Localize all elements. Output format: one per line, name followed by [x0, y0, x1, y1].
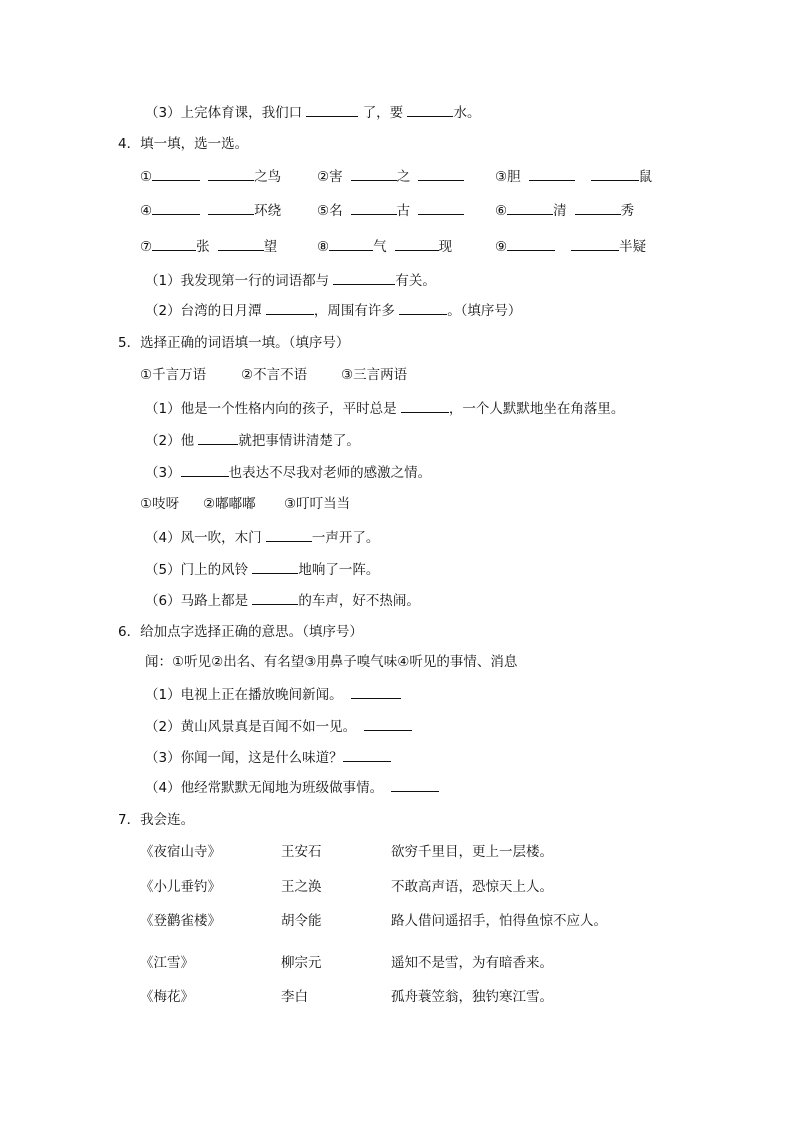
poem-author[interactable]: 胡令能 — [281, 913, 322, 929]
answer-blank[interactable] — [152, 200, 200, 215]
q4-row1-item3: ③胆 鼠 — [495, 166, 652, 187]
answer-blank[interactable] — [333, 270, 395, 285]
question-4-title: 4．填一填，选一选。 — [118, 136, 249, 152]
poem-line[interactable]: 欲穷千里目，更上一层楼。 — [391, 844, 553, 860]
q4-sub-2: （2）台湾的日月潭 ，周围有许多 。（填序号） — [145, 300, 521, 321]
answer-blank[interactable] — [418, 166, 464, 181]
q5-sentence-3: （3） 也表达不尽我对老师的感激之情。 — [145, 462, 431, 483]
answer-blank[interactable] — [266, 300, 314, 315]
poem-title[interactable]: 《小儿垂钓》 — [140, 879, 221, 895]
question-6-title: 6．给加点字选择正确的意思。（填序号） — [118, 624, 363, 640]
q5-sentence-5: （5）门上的风铃 地响了一阵。 — [145, 559, 379, 580]
poem-line[interactable]: 孤舟蓑笠翁，独钓寒江雪。 — [391, 989, 553, 1005]
answer-blank[interactable] — [364, 716, 412, 731]
poem-line[interactable]: 不敢高声语，恐惊天上人。 — [391, 879, 553, 895]
answer-blank[interactable] — [208, 166, 254, 181]
q4-row3-item3: ⑨ 半疑 — [495, 236, 646, 257]
answer-blank[interactable] — [399, 300, 447, 315]
poem-line[interactable]: 遥知不是雪，为有暗香来。 — [391, 955, 553, 971]
q4-row1-item2: ②害 之 — [317, 166, 464, 187]
answer-blank[interactable] — [351, 684, 401, 699]
poem-author[interactable]: 王之涣 — [281, 879, 322, 895]
answer-blank[interactable] — [208, 200, 254, 215]
answer-blank[interactable] — [507, 236, 555, 251]
answer-blank[interactable] — [306, 102, 358, 117]
poem-title[interactable]: 《登鹳雀楼》 — [140, 913, 221, 929]
answer-blank[interactable] — [395, 236, 439, 251]
poem-title[interactable]: 《梅花》 — [140, 989, 194, 1005]
answer-blank[interactable] — [571, 236, 619, 251]
q6-sentence-3: （3）你闻一闻，这是什么味道？ — [145, 747, 391, 768]
q5-sentence-4: （4）风一吹，木门 一声开了。 — [145, 527, 379, 548]
poem-author[interactable]: 李白 — [281, 989, 308, 1005]
poem-author[interactable]: 王安石 — [281, 844, 322, 860]
poem-author[interactable]: 柳宗元 — [281, 955, 322, 971]
q4-sub-1: （1）我发现第一行的词语都与 有关。 — [145, 270, 436, 291]
answer-blank[interactable] — [507, 200, 553, 215]
answer-blank[interactable] — [418, 200, 464, 215]
answer-blank[interactable] — [266, 527, 312, 542]
poem-title[interactable]: 《江雪》 — [140, 955, 194, 971]
answer-blank[interactable] — [401, 398, 449, 413]
q5-sentence-6: （6）马路上都是 的车声，好不热闹。 — [145, 590, 420, 611]
question-5-title: 5．选择正确的词语填一填。（填序号） — [118, 335, 350, 351]
answer-blank[interactable] — [152, 236, 196, 251]
answer-blank[interactable] — [343, 747, 391, 762]
answer-blank[interactable] — [351, 166, 397, 181]
q5-option-6: ③叮叮当当 — [284, 496, 351, 512]
answer-blank[interactable] — [529, 166, 575, 181]
answer-blank[interactable] — [591, 166, 639, 181]
answer-blank[interactable] — [252, 559, 298, 574]
answer-blank[interactable] — [407, 102, 453, 117]
q5-option-3: ③三言两语 — [341, 367, 408, 383]
answer-blank[interactable] — [252, 590, 298, 605]
q3-item-3: （3）上完体育课，我们口 了，要 水。 — [145, 102, 480, 123]
poem-line[interactable]: 路人借问遥招手，怕得鱼惊不应人。 — [391, 913, 607, 929]
poem-title[interactable]: 《夜宿山寺》 — [140, 844, 221, 860]
q6-meanings: 闻：①听见②出名、有名望③用鼻子嗅气味④听见的事情、消息 — [145, 654, 518, 670]
q6-sentence-2: （2）黄山风景真是百闻不如一见。 — [145, 716, 412, 737]
q5-option-1: ①千言万语 — [140, 367, 207, 383]
q5-sentence-1: （1）他是一个性格内向的孩子，平时总是 ，一个人默默地坐在角落里。 — [145, 398, 624, 419]
q5-option-5: ②嘟嘟嘟 — [203, 496, 256, 512]
q4-row2-item2: ⑤名 古 — [317, 200, 464, 221]
answer-blank[interactable] — [575, 200, 621, 215]
q4-row2-item1: ④ 环绕 — [140, 200, 281, 221]
answer-blank[interactable] — [218, 236, 264, 251]
answer-blank[interactable] — [329, 236, 373, 251]
q5-option-4: ①吱呀 — [140, 496, 180, 512]
q4-row2-item3: ⑥ 清 秀 — [495, 200, 634, 221]
q4-row3-item2: ⑧ 气 现 — [317, 236, 452, 257]
answer-blank[interactable] — [181, 462, 229, 477]
answer-blank[interactable] — [351, 200, 397, 215]
q4-row3-item1: ⑦ 张 望 — [140, 236, 277, 257]
answer-blank[interactable] — [391, 777, 439, 792]
q5-sentence-2: （2）他 就把事情讲清楚了。 — [145, 430, 360, 451]
answer-blank[interactable] — [198, 430, 238, 445]
q5-option-2: ②不言不语 — [241, 367, 308, 383]
q6-sentence-1: （1）电视上正在播放晚间新闻。 — [145, 684, 401, 705]
q4-row1-item1: ① 之鸟 — [140, 166, 281, 187]
answer-blank[interactable] — [152, 166, 200, 181]
q6-sentence-4: （4）他经常默默无闻地为班级做事情。 — [145, 777, 439, 798]
question-7-title: 7．我会连。 — [118, 812, 195, 828]
